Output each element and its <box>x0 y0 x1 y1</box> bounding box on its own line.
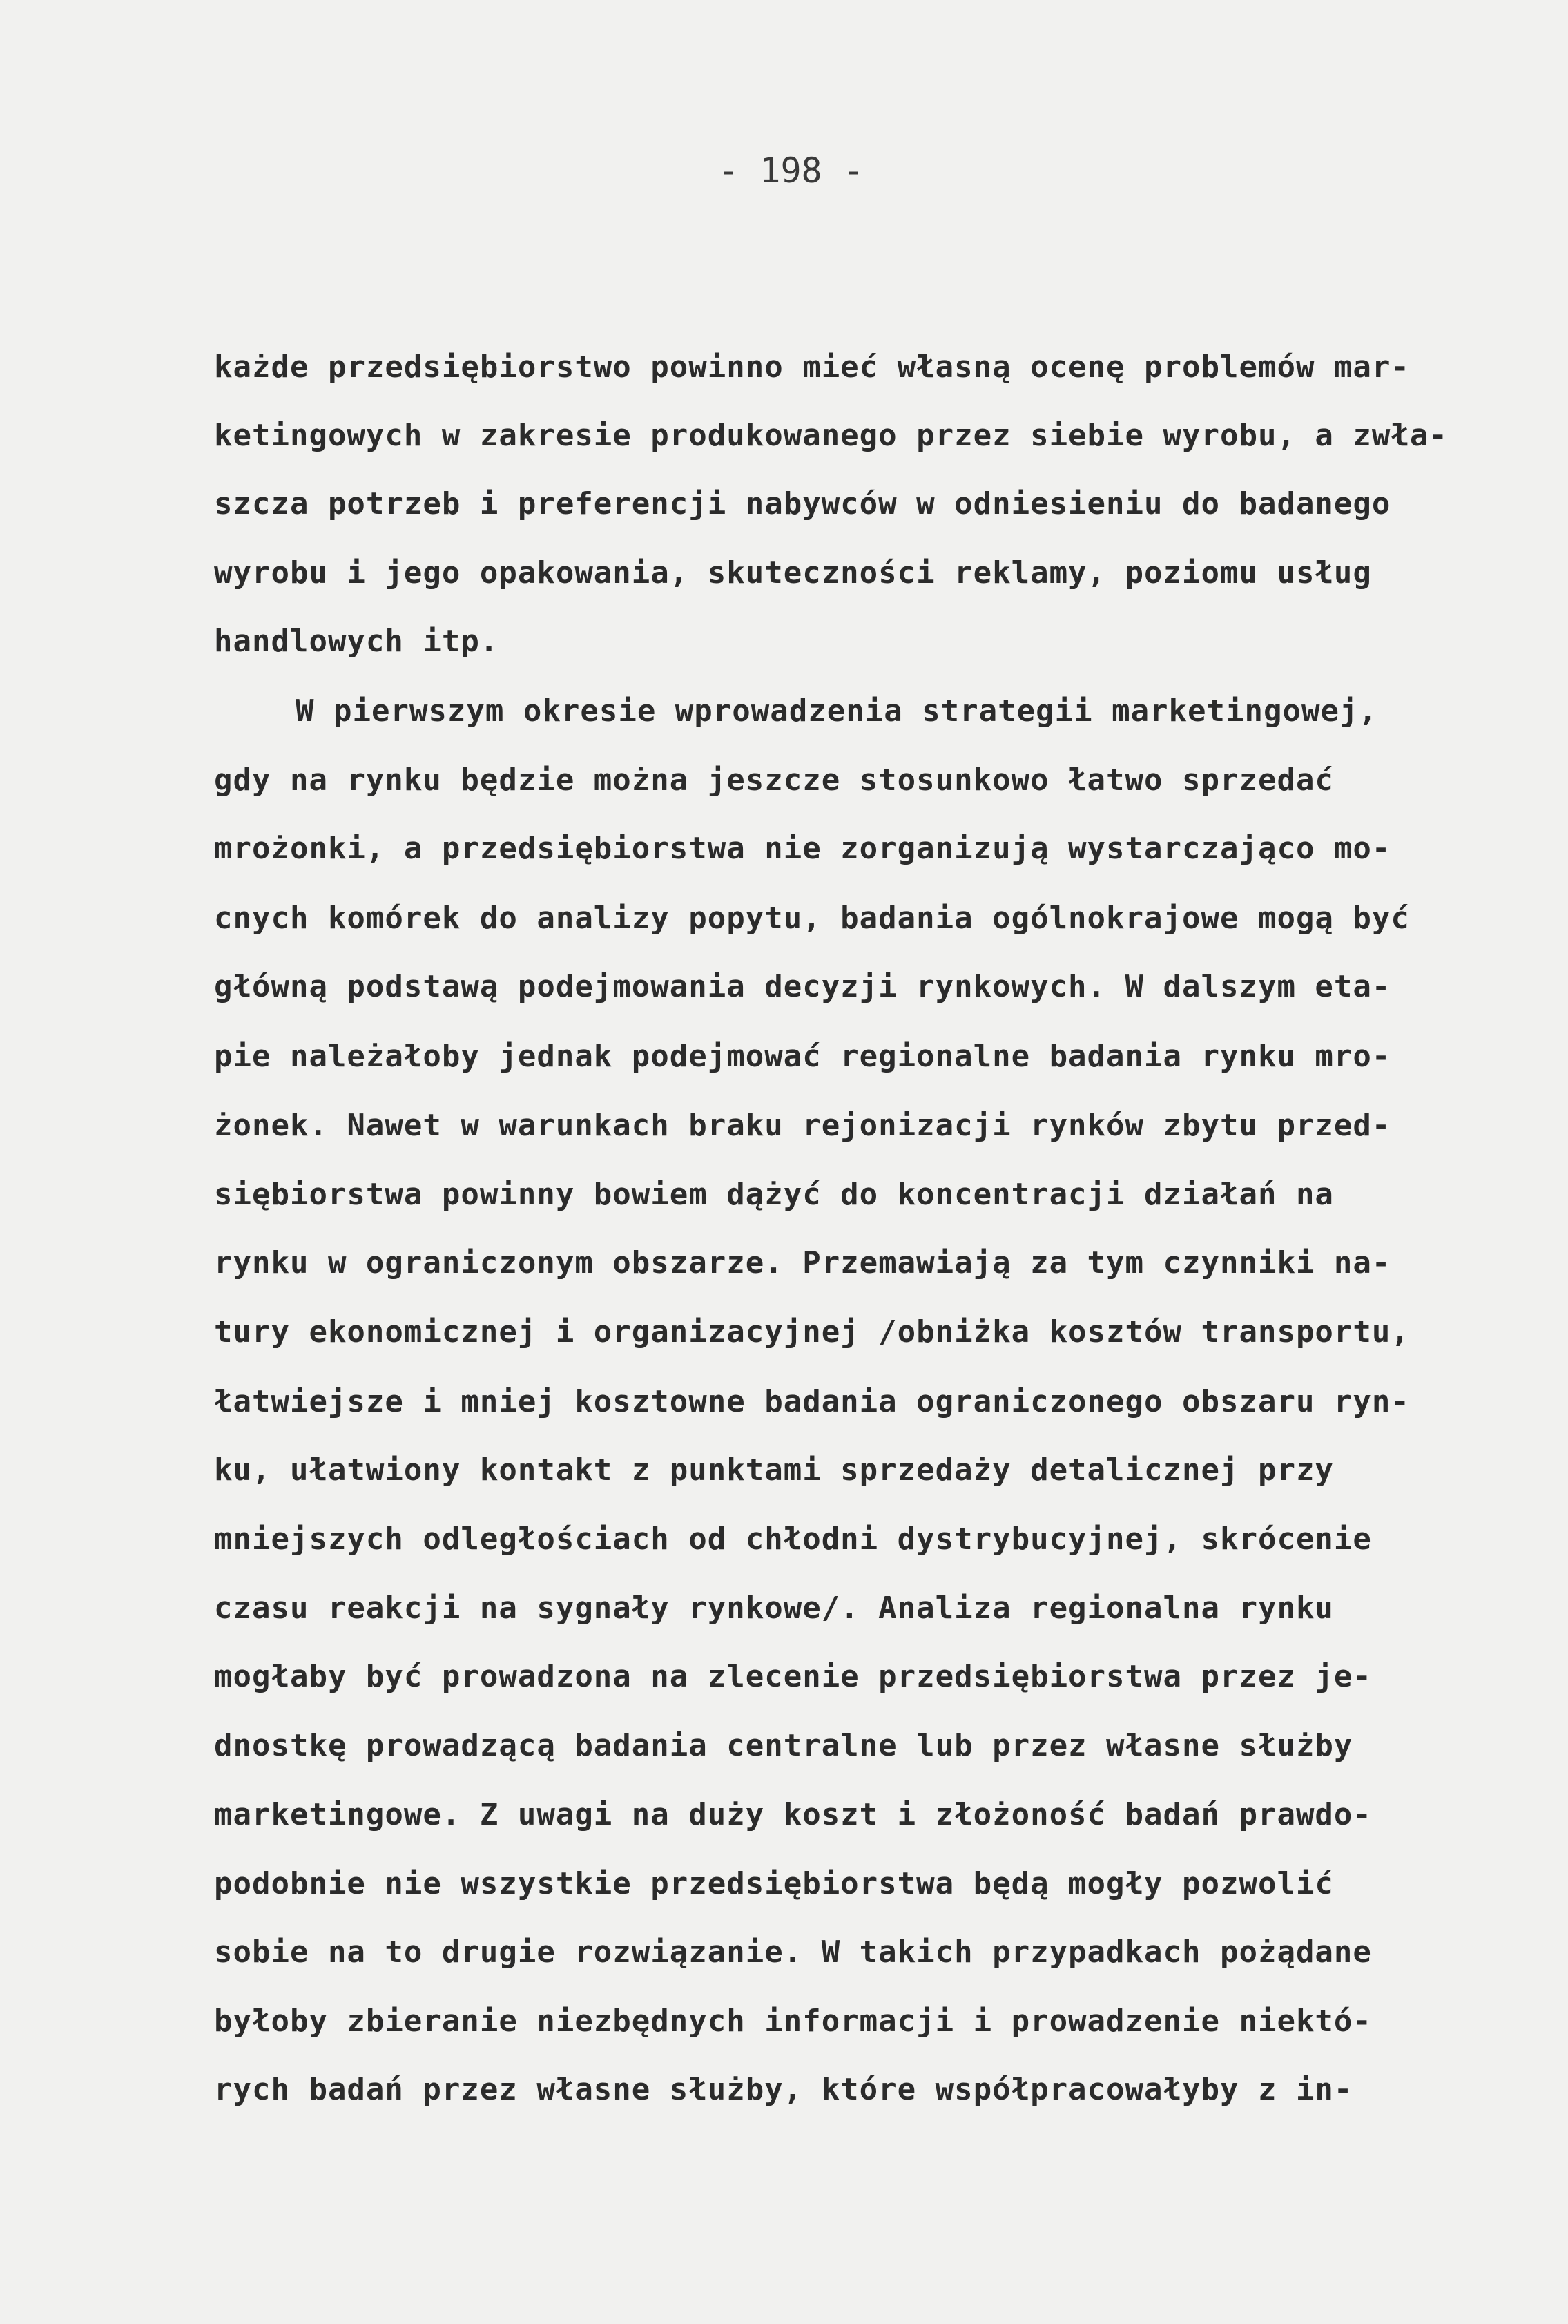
text-line: handlowych itp. <box>214 624 499 659</box>
text-line: byłoby zbieranie niezbędnych informacji i prowadzenie niektó- <box>214 2004 1372 2039</box>
text-line: dnostkę prowadzącą badania centralne lub przez własne służby <box>214 1728 1353 1763</box>
text-line: mogłaby być prowadzona na zlecenie przedsiębiorstwa przez je- <box>214 1659 1372 1694</box>
text-line: główną podstawą podejmowania decyzji rynkowych. W dalszym eta- <box>214 969 1391 1004</box>
text-line: marketingowe. Z uwagi na duży koszt i złożoność badań prawdo- <box>214 1797 1372 1832</box>
text-line: ketingowych w zakresie produkowanego przez siebie wyrobu, a zwła- <box>214 418 1448 453</box>
text-line: czasu reakcji na sygnały rynkowe/. Analiza regionalna rynku <box>214 1591 1334 1626</box>
page-number: - 198 - <box>718 151 864 191</box>
text-line: żonek. Nawet w warunkach braku rejonizacji rynków zbytu przed- <box>214 1108 1391 1143</box>
text-line: mrożonki, a przedsiębiorstwa nie zorganizują wystarczająco mo- <box>214 831 1391 866</box>
text-line: sobie na to drugie rozwiązanie. W takich przypadkach pożądane <box>214 1934 1372 1970</box>
text-line: tury ekonomicznej i organizacyjnej /obniżka kosztów transportu, <box>214 1314 1410 1350</box>
text-line: szcza potrzeb i preferencji nabywców w odniesieniu do badanego <box>214 486 1391 521</box>
text-line: podobnie nie wszystkie przedsiębiorstwa będą mogły pozwolić <box>214 1866 1334 1901</box>
text-line: ku, ułatwiony kontakt z punktami sprzedaży detalicznej przy <box>214 1452 1334 1488</box>
text-line: rynku w ograniczonym obszarze. Przemawiają za tym czynniki na- <box>214 1245 1391 1280</box>
text-line: mniejszych odległościach od chłodni dystrybucyjnej, skrócenie <box>214 1521 1372 1557</box>
text-line: każde przedsiębiorstwo powinno mieć własną ocenę problemów mar- <box>214 349 1410 385</box>
text-line: gdy na rynku będzie można jeszcze stosunkowo łatwo sprzedać <box>214 762 1334 798</box>
text-line: cnych komórek do analizy popytu, badania ogólnokrajowe mogą być <box>214 901 1410 936</box>
text-line: rych badań przez własne służby, które współpracowałyby z in- <box>214 2072 1353 2107</box>
text-line: pie należałoby jednak podejmować regionalne badania rynku mro- <box>214 1039 1391 1074</box>
text-line: siębiorstwa powinny bowiem dążyć do koncentracji działań na <box>214 1177 1334 1212</box>
text-line: W pierwszym okresie wprowadzenia strategii marketingowej, <box>296 693 1377 729</box>
text-line: łatwiejsze i mniej kosztowne badania ograniczonego obszaru ryn- <box>214 1384 1410 1419</box>
text-line: wyrobu i jego opakowania, skuteczności reklamy, poziomu usług <box>214 555 1372 590</box>
